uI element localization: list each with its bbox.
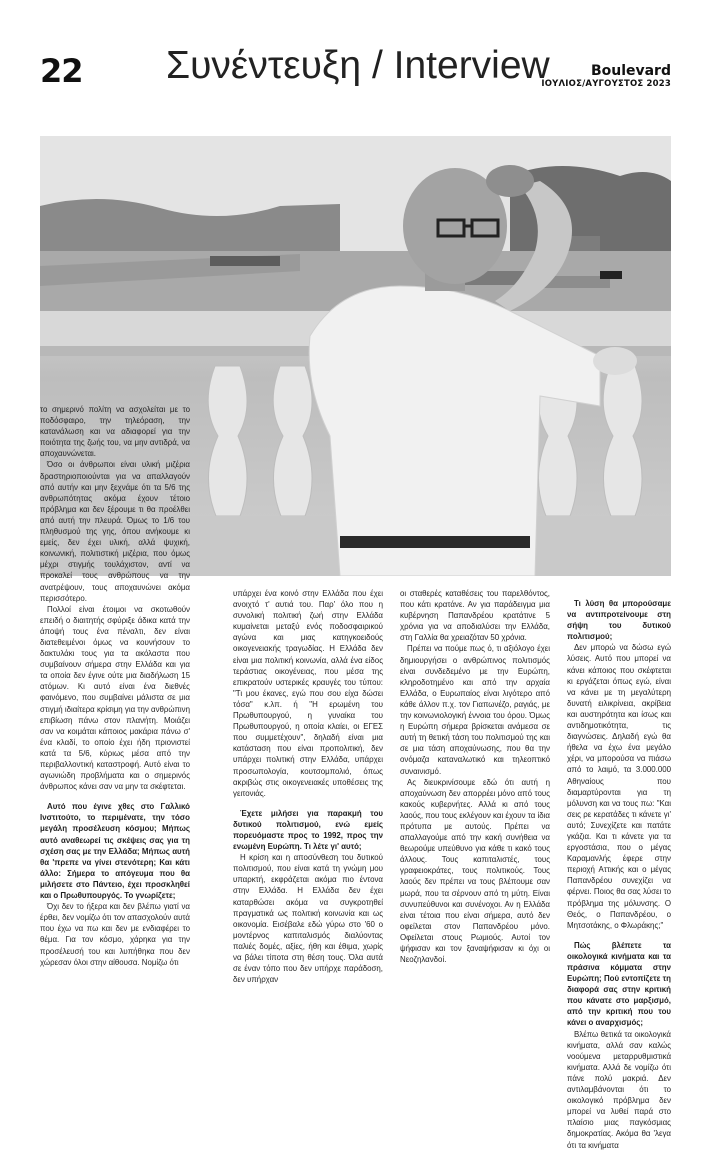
page-number: 22 — [40, 52, 83, 90]
paragraph: Πολλοί είναι έτοιμοι να σκοτωθούν επειδή ο διαιτητής σφύριξε άδικα κατά την άποψή τους ένα πέναλτι, δεν είναι διατεθειμένοι όμως να κουνήσουν το δακτυλάκι τους για τα ακόλαστα που συμβαίνουν σήμερα στην Ελλάδα και για τα οποία δεν έγινε ούτε μια διαδήλωση 15 ατόμων. Κι αυτό είναι ένα διεθνές φαινόμενο, που συμβαίνει μάλιστα σε μια στιγμή ιδιαίτερα κρίσιμη για την ανθρώπινη επιβίωση πάνω στον πλανήτη. Μοιάζει σαν να κοιμάται κάποιος μακάρια πάνω σ' ένα κλαδί, το οποίο έχει ήδη πριονιστεί κατά τα 5/6, κύριως μέσα από την περιβαλλοντική καταστροφή. Αυτό είναι το αγωνιώδη προβλήματα και ο σημερινός άνθρωπος κάνει σαν να μην τα σκέφτεται. — [40, 604, 190, 792]
interview-question: Πώς βλέπετε τα οικολογικά κινήματα και τα πράσινα κόμματα στην Ευρώπη; Πού εντοπίζετε τη διαφορά σας στην κριτική που κάνατε στο μαρξισμό, από την κριτική που του κάνει ο αναρχισμός; — [567, 940, 671, 1028]
paragraph: υπάρχει ένα κοινό στην Ελλάδα που έχει ανοιχτό τ' αυτιά του. Παρ' όλο που η συνολική πολιτική ζωή στην Ελλάδα κυμαίνεται μεταξύ ενός ποδοσφαιρικού αγώνα και μιας κατηγκοειδούς οικογενειακής τραγωδίας. Η Ελλάδα δεν είναι μια πολιτική κοινωνία, αλλά ένα είδος τεράστιας οικογένειας, που μέσα της επικρατούν υστερικές κραυγές του τύπου: "Τι μου έκανες, εγώ που σου είχα δώσει τόσα" κ.λπ. ή "Η ερωμένη του Πρωθυπουργού, η γυναίκα του Πρωθυπουργού, η οποία κλαίει, οι ΕΓΕΣ που συμμετέχουν", δηλαδή είναι μια κατάσταση που είναι προπολιτική, δεν υπάρχει πολιτική στην Ελλάδα, υπάρχει προσωπολογία, κουτσομπολιό, όπως ακριβώς στις οικογενειακές υποθέσεις της γειτονιάς. — [233, 589, 383, 798]
magazine-brand: Boulevard — [590, 63, 671, 79]
paragraph: Ας διευκρινίσουμε εδώ ότι αυτή η αποχαύνωση δεν απορρέει μόνο από τους κακούς κυβερνήτες. Αλλά κι από τους λαούς, που τους εκλέγουν και έχουν τα ίδια πρότυπα με αυτούς. Πρέπει να απαλλαγούμε από την κακή συνήθεια να θεωρούμε υπεύθυνο για κάθε τι κακό τους άλλους. Τους καπιταλιστές, τους γραφειοκράτες, τους πολιτικούς. Τους λαούς δεν πρέπει να τους βλέπουμε σαν μωρά, που τα σέρνουν από τη μύτη. Είναι συνυπεύθυνοι και συνένοχοι. Αν η Ελλάδα είναι τέτοια που είναι σήμερα, αυτό δεν οφείλεται στον Παπανδρέου μόνο. Οφείλεται στους Ρωμιούς. Αυτοί τον ψήφισαν και τον ξαναψήφισαν κι όχι οι Νεοζηλανδοί. — [400, 777, 550, 965]
paragraph: Όχι δεν το ήξερα και δεν βλέπω γιατί να έρθει, δεν νομίζω ότι τον απασχολούν αυτά που έχω να πω και δεν με ενδιαφέρει το θέμα. Για τον κόσμο, χάρηκα για την προσέλευσή του και λυπήθηκα που δεν χώρεσαν όλοι στην αίθουσα. Νομίζω ότι — [40, 902, 190, 967]
interview-question: Έχετε μιλήσει για παρακμή του δυτικού πολιτισμού, ενώ εμείς πορευόμαστε προς το 1992, προς την ενωμένη Ευρώπη. Τι λέτε γι' αυτό; — [233, 808, 383, 852]
paragraph: το σημερινό πολίτη να ασχολείται με το ποδόσφαιρο, την τηλεόραση, την κατανάλωση και να αδιαφορεί για την ποιότητα της ζωής του, να μην αντιδρά, να αποχαυνώνεται. — [40, 405, 190, 459]
paragraph: Πρέπει να πούμε πως ό, τι αξιόλογο έχει δημιουργήσει ο ανθρώπινος πολιτισμός είναι συνδεδεμένο με την Ευρώπη, κληροδοτημένο και από την αρχαία Ελλάδα, ο Ευρωπαίος είναι λιγότερο από κάθε άλλον π.χ. τον Γιαπωνέζο, ραγιάς, με την κοινωνιολογική έννοια του όρου. Όμως η Ευρώπη σήμερα βρίσκεται ανάμεσα σε αυτή τη θετική τάση του πολιτισμού της και σε μια τάση αποχαύνωσης, που θα την ονόμαζα καταναλωτικό και τηλεοπτικό συναινισμό. — [400, 644, 550, 776]
text-column-4 — [567, 598, 671, 1151]
text-column-2 — [233, 588, 383, 985]
interview-question: Τι λύση θα μπορούσαμε να αντιπροτείνουμε στη σήψη του δυτικού πολιτισμού; — [567, 599, 671, 642]
paragraph: Βλέπω θετικά τα οικολογικά κινήματα, αλλά σαν καλώς νοούμενα μεταρρυθμιστικά κινήματα. Αλλά δε νομίζω ότι πάνε πολύ μακριά. Δεν αντιλαμβάνονται ότι το οικολογικό πρόβλημα δεν μπορεί να λυθεί παρά στο πλαίσιο μιας παγκόσμιας δημοκρατίας. Ακόμα θα 'λεγα ότι τα κινήματα — [567, 1029, 671, 1150]
section-title-slash: / — [371, 44, 383, 87]
paragraph: οι σταθερές καταθέσεις του παρελθόντος, που κάτι κρατάνε. Αν για παράδειγμα μια κυβέρνηση Παπανδρέου κρατάτινε 5 χρόνια για να αποδιαλύσει την Ελλάδα, στη Γαλλία θα χρειαζόταν 50 χρόνια. — [400, 589, 550, 643]
issue-date: ΙΟΥΛΙΟΣ/ΑΥΓΟΥΣΤΟΣ 2023 — [541, 79, 671, 89]
text-column-1 — [40, 404, 190, 968]
masthead — [541, 64, 671, 90]
section-title-english: Interview — [393, 44, 550, 87]
paragraph: Η κρίση και η αποσύνθεση του δυτικού πολιτισμού, που είναι κατά τη γνώμη μου υπαρκτή, εκφράζεται ακόμα πιο έντονα στην Ελλάδα. Η Ελλάδα δεν έχει καταρθώσει ακόμα να συγκροτηθεί πραγματικά ως πολιτική κοινωνία και ως οικονομία. Εισέβαλε εδώ γύρω στο '60 ο μοντέρνος καπιταλισμός διαλύοντας παλιές δομές, αξίες, ήθη και έθιμα, χωρίς να βάλει τίποτα στη θέση τους. Όλα αυτά σε έναν τόπο που δεν υπήρχε παράδοση, δεν υπήρχαν — [233, 853, 383, 985]
section-title-greek: Συνέντευξη — [166, 44, 362, 87]
paragraph: Δεν μπορώ να δώσω εγώ λύσεις. Αυτό που μπορεί να κάνει κάποιος που σκέφτεται κι εργάζεται όπως εγώ, είναι να κάνει με τη μεγαλύτερη δυνατή ειλικρίνεια, ακρίβεια και αυστηρότητα και ίσως και αντιδημοτικότητα, τις διαγνώσεις. Δηλαδή εγώ θα ήθελα να έχω ένα μεγάλο χέρι, να μπορούσα να πιάσω από το λαιμό, τα 3.000.000 Αθηναίους που διαμαρτύρονται για τη μόλυνση και να τους πω: "Και σεις ρε κερατάδες τι κάνετε γι' αυτό; Συνεχίζετε και πατάτε γκάζια. Και τι κάνετε για τα εργοστάσια, που ο μέγας Καραμανλής έφερε στην περιοχή Αττικής και ο μέγας Παπανδρέου συνεχίζει να φέρνει. Ποιος θα σας λύσει το πρόβλημα της μόλυνσης. Ο Θεός, ο Παπανδρέου, ο Μητσοτάκης, ο Φλωράκης;" — [567, 643, 671, 930]
paragraph: Όσο οι άνθρωποι είναι υλική μιζέρια δραστηριοποιούνται για να απαλλαγούν από αυτήν και μην ξεχνάμε ότι τα 5/6 της ανθρωπότητας ακόμα έχουν τέτοιο πρόβλημα και δεν ξέρουμε τι θα προέλθει από αυτή την πλευρά. Όμως το 1/6 του πληθυσμού της γης, όπου ανήκουμε κι εμείς, δεν έχει υλική, αλλά ψυχική, κοινωνική, πολιτιστική μιζέρια, που όμως μέχρι στιγμής τουλάχιστον, αντί να προκαλεί τους ανθρώπους να την ανατρέψουν, τους αποχαυνώνει ακόμα περισσότερο. — [40, 460, 190, 603]
interview-question: Αυτό που έγινε χθες στο Γαλλικό Ινστιτούτο, το περιμένατε, την τόσο μεγάλη προσέλευση κόσμου; Μήπως αυτό αναθεωρεί τις σκέψεις σας για τη σχέση σας με την Ελλάδα; Μήπως αυτή θα 'πρεπε να γίνει στενότερη; Και κάτι άλλο: Σήμερα το απόγευμα που θα μιλήσετε στο Πάντειο, έχει προσκληθεί και ο Πρωθυπουργός. Το γνωρίζετε; — [40, 802, 190, 901]
text-column-3 — [400, 588, 550, 965]
section-title — [166, 44, 550, 88]
